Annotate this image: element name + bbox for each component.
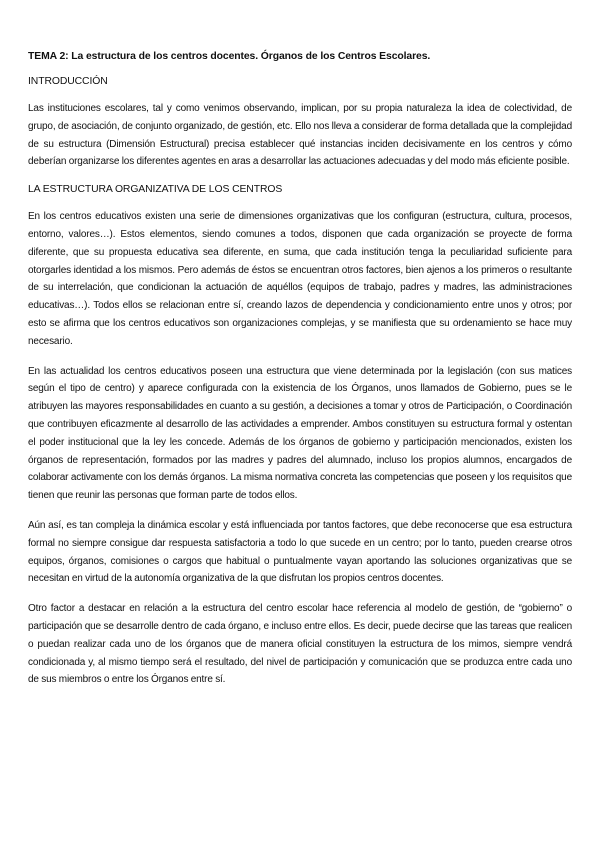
body-paragraph-3: Aún así, es tan compleja la dinámica escolar y está influenciada por tantos factores, que debe reconocerse que esa estructura formal no siempre consigue dar respuesta satisfactoria a todo lo que sucede en un centro; por lo tanto, pueden crearse otros equipos, órganos, comisiones o cargos que habitual o puntualmente vayan aportando las soluciones organizativas que se necesitan en virtud de la autonomía organizativa de la que disfrutan los propios centros docentes.: [28, 519, 572, 585]
body-paragraph-4: Otro factor a destacar en relación a la estructura del centro escolar hace referencia al modelo de gestión, de “gobierno” o participación que se desarrolle dentro de cada órgano, e incluso entre ellos. Es decir, puede decirse que las tareas que realicen o puedan realizar cada uno de los órganos que de manera oficial constituyen la estructura de los mimos, siempre vendrá condicionada y, al mismo tiempo será el resultado, del nivel de participación y comunicación que se produzca entre cada uno de sus miembros o entre los Órganos entre sí.: [28, 603, 572, 686]
intro-paragraph: Las instituciones escolares, tal y como venimos observando, implican, por su propia naturaleza la idea de colectividad, de grupo, de asociación, de conjunto organizado, de gestión, etc. Ello nos lleva a considerar de forma detallada que la complejidad de su estructura (Dimensión Estructural) precisa establecer qué instancias inciden decisivamente en los centros y cómo deberían organizarse los diferentes agentes en aras a desarrollar las actuaciones adecuadas y del modo más eficiente posible.: [28, 103, 572, 168]
body-paragraph-1: En los centros educativos existen una serie de dimensiones organizativas que los configuran (estructura, cultura, procesos, entorno, valores…). Estos elementos, siendo comunes a todos, disponen que cada organización se proyecte de forma diferente, que su propuesta educativa sea diferente, en suma, que cada institución tenga la peculiaridad suficiente para otorgarles identidad a los mismos. Pero además de éstos se encuentran otros factores, bien ajenos a los primeros o resultante de su interrelación, que condicionan la actuación de aquéllos (equipos de trabajo, padres y madres, las administraciones educativas…). Todos ellos se relacionan entre sí, creando lazos de dependencia y condicionamiento entre unos y otros; por esto se afirma que los centros educativos son organizaciones complejas, y se manifiesta que su ordenamiento se hace muy necesario.: [28, 211, 572, 347]
title-prefix: TEMA 2:: [28, 51, 69, 62]
document-title: [28, 50, 572, 64]
body-paragraph-2: En las actualidad los centros educativos poseen una estructura que viene determinada por la legislación (con sus matices según el tipo de centro) y aparece configurada con la existencia de los Órganos, unos llamados de Gobierno, pues se le atribuyen las mayores responsabilidades en cuanto a su gestión, a decisiones a tomar y otros de Participación, o Coordinación que contribuyen eficazmente al desarrollo de las actividades a emprender. Ambos constituyen su estructura formal y ostentan el poder institucional que la ley les concede. Además de los órganos de gobierno y participación mencionados, existen los órganos de representación, formados por las madres y padres del alumnado, incluso los propios alumnos, encargados de colaborar activamente con los demás órganos. La misma normativa concreta las competencias que poseen y los requisitos que tienen que reunir las personas que forman parte de todos ellos.: [28, 365, 572, 502]
section-heading-structure: LA ESTRUCTURA ORGANIZATIVA DE LOS CENTROS: [28, 184, 283, 196]
title-text: La estructura de los centros docentes. Órganos de los Centros Escolares.: [68, 51, 431, 62]
section-heading-intro: INTRODUCCIÓN: [28, 76, 108, 87]
